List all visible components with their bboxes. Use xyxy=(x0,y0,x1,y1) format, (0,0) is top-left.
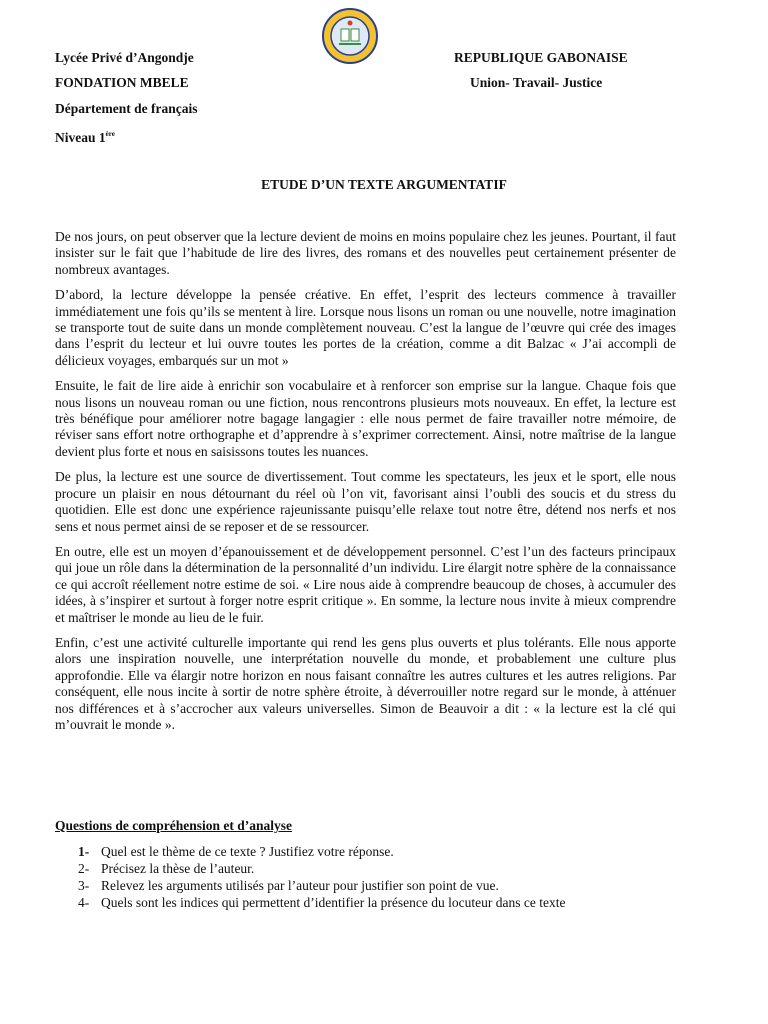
question-text: Quels sont les indices qui permettent d’identifier la présence du locuteur dans ce texte xyxy=(101,895,566,910)
paragraph-intro: De nos jours, on peut observer que la lecture devient de moins en moins populaire chez les jeunes. Pourtant, il faut insister sur le fait que l’habitude de lire des livres, des romans et des nouvelles peut certainement présenter de nombreux avantages. xyxy=(55,229,676,277)
question-item xyxy=(78,860,565,877)
document-title: ETUDE D’UN TEXTE ARGUMENTATIF xyxy=(261,177,507,192)
question-item xyxy=(78,894,565,911)
question-number: 4- xyxy=(78,895,90,910)
class-level-sup: ère xyxy=(105,130,115,138)
question-number: 2- xyxy=(78,861,90,876)
paragraph-5: Enfin, c’est une activité culturelle importante qui rend les gens plus ouverts et plus tolérants. Elle nous apporte alors une inspiration nouvelle, une interprétation nouvelle du monde, et probablement une culture plus approfondie. Elle va élargir notre horizon en nous faisant connaître les autres cultures et les autres religions. Par conséquent, elle nous incite à sortir de notre sphère étroite, à déverrouiller notre regard sur le monde, à atténuer nos différences et à s’accrocher aux valeurs universelles. Simon de Beauvoir a dit : « la lecture est la clé qui m’ouvrait le monde ». xyxy=(55,634,676,732)
class-level-text: Niveau 1 xyxy=(55,130,106,145)
question-item xyxy=(78,877,565,894)
national-motto: Union- Travail- Justice xyxy=(470,75,603,90)
question-text: Relevez les arguments utilisés par l’auteur pour justifier son point de vue. xyxy=(101,878,499,893)
questions-list xyxy=(78,843,565,911)
paragraph-4: En outre, elle est un moyen d’épanouissement et de développement personnel. C’est l’un des facteurs principaux qui joue un rôle dans la détermination de la personnalité d’un individu. Lire élargit notre sphère de la connaissance ce qui accroît réellement notre estime de soi. « Lire nous aide à comprendre beaucoup de choses, à accumuler des idées, à s’inspirer et surtout à forger notre esprit critique ». En somme, la lecture nous invite à mieux comprendre et maîtriser le monde au lieu de le fuir. xyxy=(55,543,676,625)
paragraph-1: D’abord, la lecture développe la pensée créative. En effet, l’esprit des lecteurs commence à travailler immédiatement une fois qu’ils se mentent à lire. Lorsque nous lisons un roman ou une nouvelle, notre imagination se transporte tout de suite dans un monde complètement nouveau. C’est la langue de l’œuvre qui crée des images dans l’esprit du lecteur et lui ouvre toutes les portes de la création, comme a dit Balzac « J’ai accompli de délicieux voyages, embarqués sur un mot » xyxy=(55,287,676,368)
question-item xyxy=(78,843,565,860)
department-name: Département de français xyxy=(55,101,198,116)
country-name: REPUBLIQUE GABONAISE xyxy=(454,50,628,65)
argumentative-text xyxy=(55,229,676,742)
school-name: Lycée Privé d’Angondje xyxy=(55,50,194,65)
paragraph-3: De plus, la lecture est une source de divertissement. Tout comme les spectateurs, les jeux et le sport, elle nous procure un plaisir en nous détournant du réel où l’on vit, favorisant ainsi l’oubli des soucis et du stress du quotidien. Elle est donc une expérience rajeunissante puisqu’elle relaxe tout notre être, détend nos nerfs et nos sens et nous permet ainsi de se reposer et de se ressourcer. xyxy=(55,469,676,534)
question-text: Précisez la thèse de l’auteur. xyxy=(101,861,255,876)
paragraph-2: Ensuite, le fait de lire aide à enrichir son vocabulaire et à renforcer son emprise sur la langue. Chaque fois que nous lisons un nouveau roman ou une fiction, nous rencontrons plusieurs mots nouveaux. En effet, la lecture est très bénéfique pour améliorer notre bagage langagier : elle nous permet de faire travailler notre mémoire, de réviser sans effort notre orthographe et d’apprendre à s’exprimer correctement. Ainsi, notre maîtrise de la langue devient plus forte et nous en saisissons toutes les nuances. xyxy=(55,378,676,459)
class-level xyxy=(55,126,115,146)
question-number: 1- xyxy=(78,844,90,859)
question-text: Quel est le thème de ce texte ? Justifiez votre réponse. xyxy=(101,844,394,859)
questions-heading: Questions de compréhension et d’analyse xyxy=(55,818,293,833)
question-number: 3- xyxy=(78,878,90,893)
school-seal-logo xyxy=(322,8,378,64)
foundation-name: FONDATION MBELE xyxy=(55,75,189,90)
